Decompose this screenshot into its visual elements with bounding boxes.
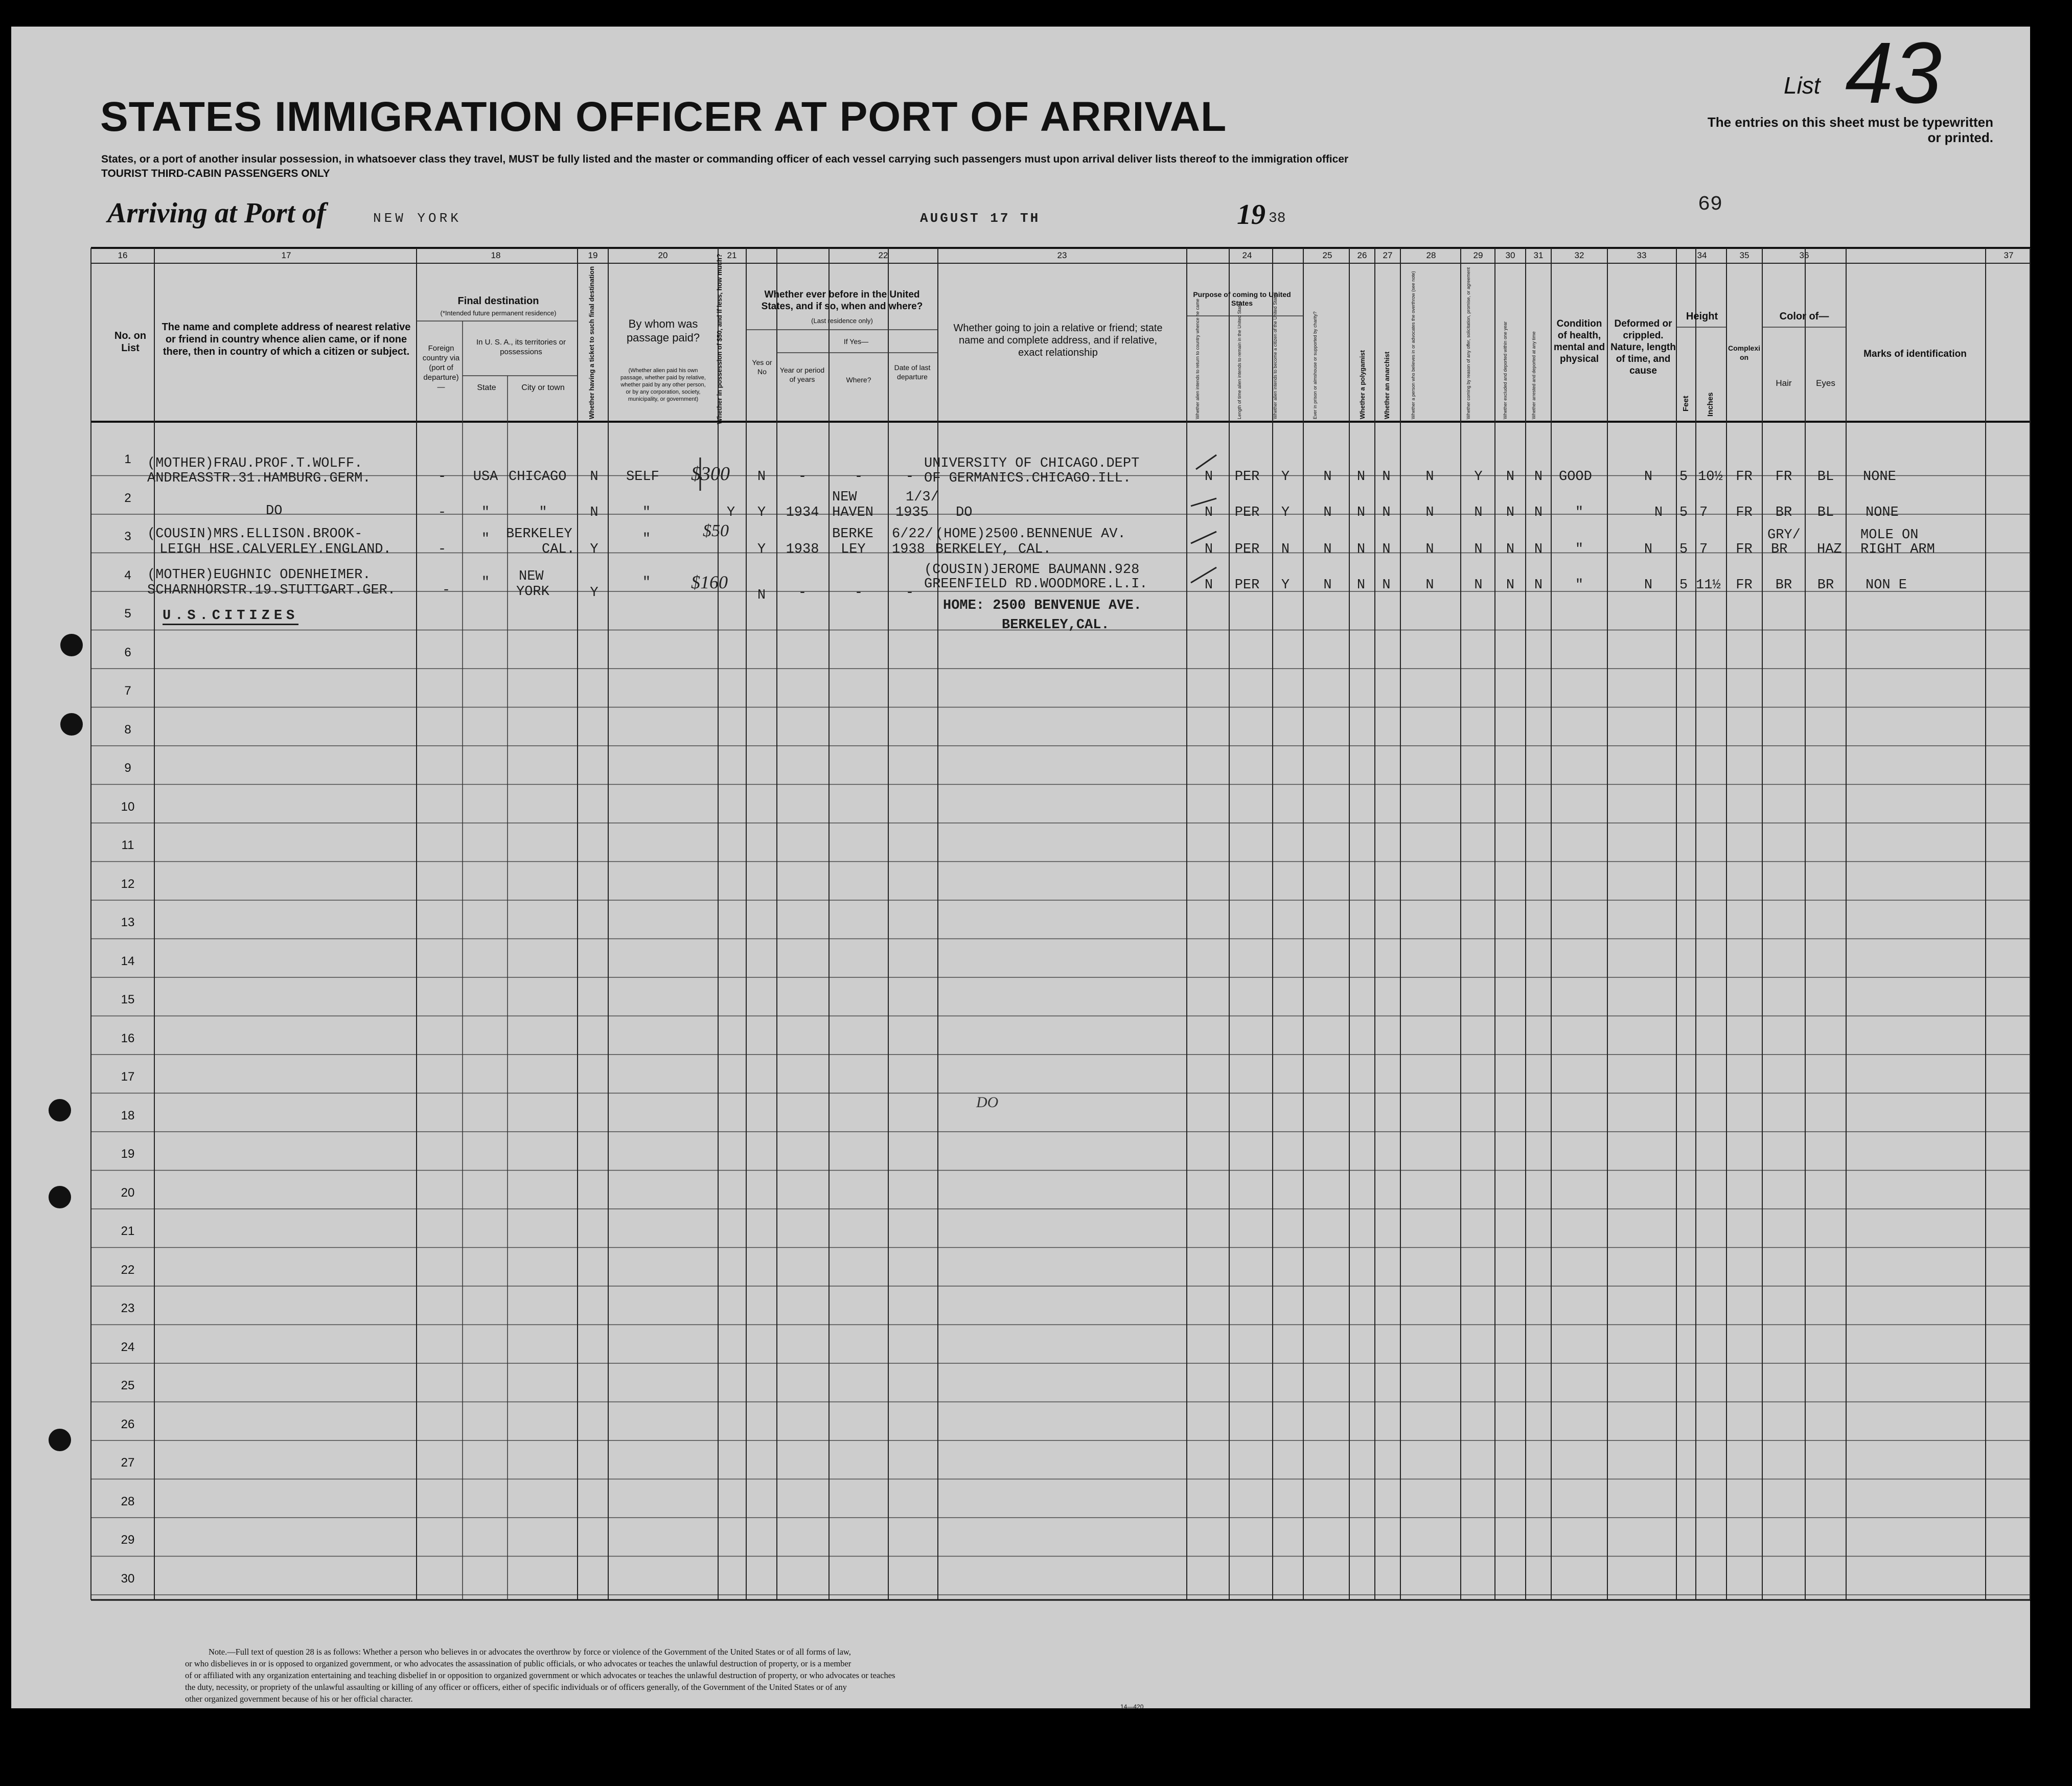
footer-note-line3: of or affiliated with any organization entertaining and teaching disbelief in or opposition to organized government or which advocates or teaches the unlawful destruction of property, or who advocates or teaches [185,1670,895,1680]
row2-city: " [539,505,547,520]
row4-length: PER [1234,578,1260,593]
line-number: 28 [121,1494,135,1508]
row3-excluded: N [1506,542,1515,557]
header-health: Condition of health, mental and physical [1553,318,1605,364]
column-number: 23 [1057,250,1067,260]
column-number: 30 [1505,250,1515,260]
column-number: 34 [1697,250,1707,260]
header-city: City or town [521,383,565,392]
port-value: NEW YORK [373,211,462,226]
row1-marks: NONE [1863,469,1896,485]
header-anarchist: Whether an anarchist [1383,351,1391,419]
row1-city: CHICAGO [509,469,567,485]
row4-complexion: FR [1736,578,1753,593]
column-number: 16 [118,250,128,260]
row2-citizen: Y [1281,505,1290,520]
column-number: 27 [1383,250,1393,260]
line-number: 4 [124,568,131,582]
row1-feet: 5 [1679,469,1688,485]
row2-year: 1934 [786,505,819,520]
row1-overthrow: N [1425,469,1434,485]
row4-polygamist: N [1356,578,1366,593]
row3-hair-line2: BR [1771,542,1788,557]
row2-feet: 5 [1679,505,1688,520]
header-nearest-relative: The name and complete address of nearest relative or friend in country whence alien came, or if none there, then in country of which a citizen or subject. [162,322,411,357]
row2-relative: DO [266,503,283,519]
header-hair: Hair [1776,378,1792,388]
header-polygamist: Whether a polygamist [1359,350,1366,419]
header-final-destination: Final destination [457,295,539,307]
row3-city-line2: CAL. [542,542,575,557]
header-previous-visit-note: (Last residence only) [811,317,873,325]
row3-foreign: - [438,542,447,557]
header-no-on-list: No. on List [114,330,147,354]
row2-before-yesno: Y [757,505,766,520]
header-year: Year or period of years [779,366,825,383]
row2-polygamist: N [1356,505,1366,520]
row4-paid-by: " [642,575,651,590]
row1-anarchist: N [1382,469,1391,485]
line-number: 11 [121,838,134,852]
line-number: 22 [121,1263,135,1277]
column-number: 26 [1357,250,1367,260]
row3-join-line1: (HOME)2500.BENNENUE AV. [935,526,1126,542]
line-number: 13 [121,915,135,929]
row3-hair-line1: GRY/ [1767,528,1801,543]
column-number: 24 [1242,250,1252,260]
row2-foreign: - [438,505,447,520]
line-number: 9 [124,761,131,775]
header-overthrow: Whether a person who believes in or advocates the overthrow (see note) [1411,271,1416,419]
row4-prison: N [1323,578,1332,593]
row3-ticket: Y [590,542,598,557]
row2-where-line1: NEW [832,490,857,505]
header-color-of: Color of— [1779,311,1829,322]
row3-deported: N [1534,542,1543,557]
row3-paid-by: " [642,532,651,547]
row3-relative-line1: (COUSIN)MRS.ELLISON.BROOK- [147,526,363,542]
header-yes-no: Yes or No [752,358,772,376]
row1-relative-line1: (MOTHER)FRAU.PROF.T.WOLFF. [147,456,363,471]
row1-state: USA [473,469,498,485]
row1-where: - [854,469,863,485]
column-number: 29 [1473,250,1483,260]
column-number: 28 [1426,250,1436,260]
header-inches: Inches [1706,392,1715,417]
column-number: 33 [1637,250,1647,260]
row3-polygamist: N [1356,542,1366,557]
list-number: 43 [1845,25,1942,122]
column-number: 20 [658,250,668,260]
line-number: 2 [124,491,131,505]
row3-complexion: FR [1736,542,1753,557]
check-mark [1196,455,1216,469]
header-in-usa: In U. S. A., its territories or possessions [476,338,566,356]
line-number: 15 [121,993,135,1006]
row1-deported: N [1534,469,1543,485]
line-number: 30 [121,1571,135,1586]
row1-health: GOOD [1559,469,1592,485]
row2-hair: BR [1775,505,1792,520]
line-number: 27 [121,1456,135,1470]
header-return: Whether alien intends to return to country whence he came [1195,299,1200,419]
column-number: 37 [2004,250,2014,260]
row1-polygamist: N [1356,469,1366,485]
footer-note-line2: or who disbelieves in or is opposed to organized government, or who advocates the assassination of public officials, or who advocates or teaches the unlawful destruction of property, or is a member [185,1659,851,1668]
footer-note-line1: Note.—Full text of question 28 is as follows: Whether a person who believes in or advocates the overthrow by force or violence of the Government of the United States or of all forms of law, [209,1647,851,1657]
row4-city-line1: NEW [519,569,544,584]
page-number: 69 [1698,193,1723,216]
row3-prison: N [1323,542,1332,557]
row2-eyes: BL [1817,505,1834,520]
row1-hair: FR [1775,469,1792,485]
row3-marks-line2: RIGHT ARM [1860,542,1935,557]
row4-before-yesno: N [757,588,766,603]
header-date-departure: Date of last departure [894,363,931,381]
row1-offer: Y [1474,469,1483,485]
row4-join-line2: GREENFIELD RD.WOODMORE.L.I. [924,577,1148,592]
column-number: 18 [491,250,501,260]
line-number: 14 [121,954,135,968]
row1-year: - [798,469,807,485]
row2-inches: 7 [1699,505,1708,520]
line-number: 12 [121,877,135,891]
row1-excluded: N [1506,469,1515,485]
row3-marks-line1: MOLE ON [1860,528,1919,543]
line-number: 25 [121,1379,135,1392]
row4-ticket: Y [590,585,598,601]
row4-citizen: Y [1281,578,1290,593]
row2-paid-by: " [642,505,651,520]
header-going-to-join: Whether going to join a relative or friend; state name and complete address, and if relative, exact relationship [953,323,1163,358]
row18-handwritten-mark: DO [976,1094,999,1111]
home-address-line2: BERKELEY,CAL. [1002,617,1110,633]
column-number: 25 [1322,250,1332,260]
row2-ticket: N [590,505,598,520]
row1-inches: 10½ [1698,469,1723,485]
row3-anarchist: N [1382,542,1391,557]
row3-state: " [481,532,490,547]
year-prefix: 19 [1237,199,1265,231]
row3-offer: N [1474,542,1483,557]
line-number: 7 [124,684,131,698]
line-number: 5 [124,607,131,621]
column-number: 19 [588,250,598,260]
line-number: 29 [121,1533,135,1547]
row1-before-yesno: N [757,469,766,485]
row1-deformed: N [1644,469,1653,485]
row3-departure-line1: 6/22/ [892,526,934,542]
home-address-line1: HOME: 2500 BENVENUE AVE. [943,598,1142,613]
header-complexion: Complexion [1728,344,1760,361]
row2-anarchist: N [1382,505,1391,520]
row2-state: " [481,505,490,520]
row3-health: " [1575,542,1584,557]
row4-excluded: N [1506,578,1515,593]
header-eyes: Eyes [1816,378,1835,388]
row3-money: $50 [703,521,729,540]
header-previous-visit: Whether ever before in the United States, and if so, when and where? [761,289,923,312]
row3-where-line1: BERKE [832,526,874,542]
row3-citizen: N [1281,542,1290,557]
row2-money: Y [726,505,735,520]
row4-overthrow: N [1425,578,1434,593]
row2-complexion: FR [1736,505,1753,520]
row4-marks: NON E [1866,578,1907,593]
arriving-label: Arriving at Port of [107,197,326,229]
page-title: STATES IMMIGRATION OFFICER AT PORT OF ARRIVAL [100,94,1227,140]
header-deformed: Deformed or crippled. Nature, length of time, and cause [1610,318,1676,376]
subtitle-line-2: TOURIST THIRD-CABIN PASSENGERS ONLY [101,168,330,179]
row3-eyes: HAZ [1817,542,1842,557]
header-foreign-country: Foreign country via (port of departure)— [422,344,460,392]
row2-excluded: N [1506,505,1515,520]
row3-return: N [1204,542,1213,557]
row4-deformed: N [1644,578,1653,593]
header-prison: Ever in prison or almshouse or supported by charity? [1313,311,1318,419]
header-citizen: Whether alien intends to become a citizen of the United States [1273,292,1278,419]
footer-note-line5: other organized government because of his or her official character. [185,1694,413,1704]
row4-return: N [1204,578,1213,593]
us-citizens-note: U.S.CITIZES [163,608,298,625]
line-number: 3 [124,530,131,543]
header-deported: Whether arrested and deported at any time [1531,331,1536,419]
row4-relative-line1: (MOTHER)EUGHNIC ODENHEIMER. [147,567,371,583]
column-number: 35 [1739,250,1749,260]
row3-before-yesno: Y [757,542,766,557]
row1-citizen: Y [1281,469,1290,485]
line-number: 8 [124,722,131,737]
row1-return: N [1204,469,1213,485]
row3-where-line2: LEY [841,542,866,557]
list-label: List [1784,72,1821,99]
line-number: 17 [121,1070,135,1084]
row3-city-line1: BERKELEY [506,526,572,542]
row3-feet: 5 [1679,542,1688,557]
header-money: Whether in possession of $50, and if less, how much? [716,254,723,424]
row1-foreign: - [438,469,447,485]
column-number: 36 [1799,250,1809,260]
row3-length: PER [1234,542,1260,557]
row2-health: " [1575,505,1584,520]
row1-join-line2: OF GERMANICS.CHICAGO.ILL. [924,471,1132,486]
header-state: State [477,383,496,392]
row4-hair: BR [1775,578,1792,593]
line-number: 19 [121,1147,135,1161]
row2-departure-line2: 1935 [895,505,929,520]
line-number: 1 [124,452,131,466]
form-number: 14—420 [1120,1703,1144,1710]
row4-health: " [1575,578,1584,593]
row2-length: PER [1234,505,1260,520]
year-suffix: 38 [1269,211,1286,226]
row2-join: DO [956,505,973,520]
row1-paid-by: SELF [626,469,659,485]
line-number: 10 [121,799,135,814]
row2-offer: N [1474,505,1483,520]
row2-overthrow: N [1425,505,1434,520]
row2-deported: N [1534,505,1543,520]
row4-eyes: BR [1817,578,1834,593]
row4-offer: N [1474,578,1483,593]
row3-year: 1938 [786,542,819,557]
row4-money: $160 [691,572,728,592]
line-number: 20 [121,1185,135,1200]
line-number: 24 [121,1340,135,1354]
row4-relative-line2: SCHARNHORSTR.19.STUTTGART.GER. [147,583,396,598]
line-number: 26 [121,1417,135,1431]
row4-city-line2: YORK [516,584,549,600]
column-number: 21 [727,250,737,260]
row3-join-line2: BERKELEY, CAL. [935,542,1051,557]
row1-departure: - [905,469,914,485]
row1-prison: N [1323,469,1332,485]
row1-length: PER [1234,469,1260,485]
row1-join-line1: UNIVERSITY OF CHICAGO.DEPT [924,456,1140,471]
subtitle-line-1: States, or a port of another insular possession, in whatsoever class they travel, MUST be fully listed and the master or commanding officer of each vessel carrying such passengers must upon arrival deliver lists thereof to the immigration officer [101,153,1349,165]
row3-relative-line2: LEIGH HSE.CALVERLEY.ENGLAND. [159,542,392,557]
header-final-destination-note: (*Intended future permanent residence) [440,309,557,317]
row4-foreign: - [442,583,451,598]
line-number: 6 [124,645,131,659]
header-if-yes: If Yes— [843,337,869,346]
row4-feet: 5 [1679,578,1688,593]
row4-join-line1: (COUSIN)JEROME BAUMANN.928 [924,562,1140,578]
header-marks: Marks of identification [1863,349,1967,359]
line-number: 21 [121,1224,135,1238]
row2-deformed: N [1654,505,1663,520]
arrival-date: AUGUST 17 TH [920,211,1041,226]
row3-inches: 7 [1699,542,1708,557]
row2-return: N [1204,505,1213,520]
header-length: Length of time alien intends to remain in the United States [1237,301,1242,419]
header-where: Where? [846,376,871,384]
row4-deported: N [1534,578,1543,593]
header-passage-paid: By whom was passage paid? [626,317,700,344]
column-number: 32 [1574,250,1584,260]
row1-eyes: BL [1817,469,1834,485]
header-offer: Whether coming by reason of any offer, solicitation, promise, or agreement [1466,267,1471,419]
row3-departure-line2: 1938 [892,542,925,557]
line-number: 23 [121,1301,135,1315]
column-number: 22 [878,250,888,260]
column-number: 17 [281,250,291,260]
row3-deformed: N [1644,542,1653,557]
row4-where: - [854,585,863,601]
row2-prison: N [1323,505,1332,520]
row3-overthrow: N [1425,542,1434,557]
header-feet: Feet [1682,396,1690,411]
row4-state: " [481,575,490,590]
row2-departure-line1: 1/3/ [906,490,939,505]
column-number: 31 [1533,250,1544,260]
line-number: 16 [121,1031,135,1045]
row2-marks: NONE [1866,505,1899,520]
row4-inches: 11½ [1696,578,1721,593]
header-excluded: Whether excluded and deported within one year [1503,321,1508,419]
row4-anarchist: N [1382,578,1391,593]
row2-where-line2: HAVEN [832,505,874,520]
sheet-instructions: The entries on this sheet must be typewritten or printed. [1707,115,1993,145]
footer-note-line4: the duty, necessity, or propriety of the unlawful assaulting or killing of any officer or officers, either of specific individuals or of officers generally, of the Government of the United States or of any [185,1682,847,1692]
line-number: 18 [121,1108,135,1123]
row1-complexion: FR [1736,469,1753,485]
header-height: Height [1686,311,1718,322]
row1-relative-line2: ANDREASSTR.31.HAMBURG.GERM. [147,471,371,486]
row4-year: - [798,585,807,601]
row1-money: $300 [691,463,730,485]
header-purpose: Purpose of coming to United States [1193,290,1291,307]
row1-ticket: N [590,469,598,485]
row4-departure: - [905,585,914,601]
header-ticket: Whether having a ticket to such final destination [588,266,595,419]
header-passage-paid-note: (Whether alien paid his own passage, whether paid by relative, whether paid by any other person, or by any corporation, society, municipality, or government) [620,368,706,402]
